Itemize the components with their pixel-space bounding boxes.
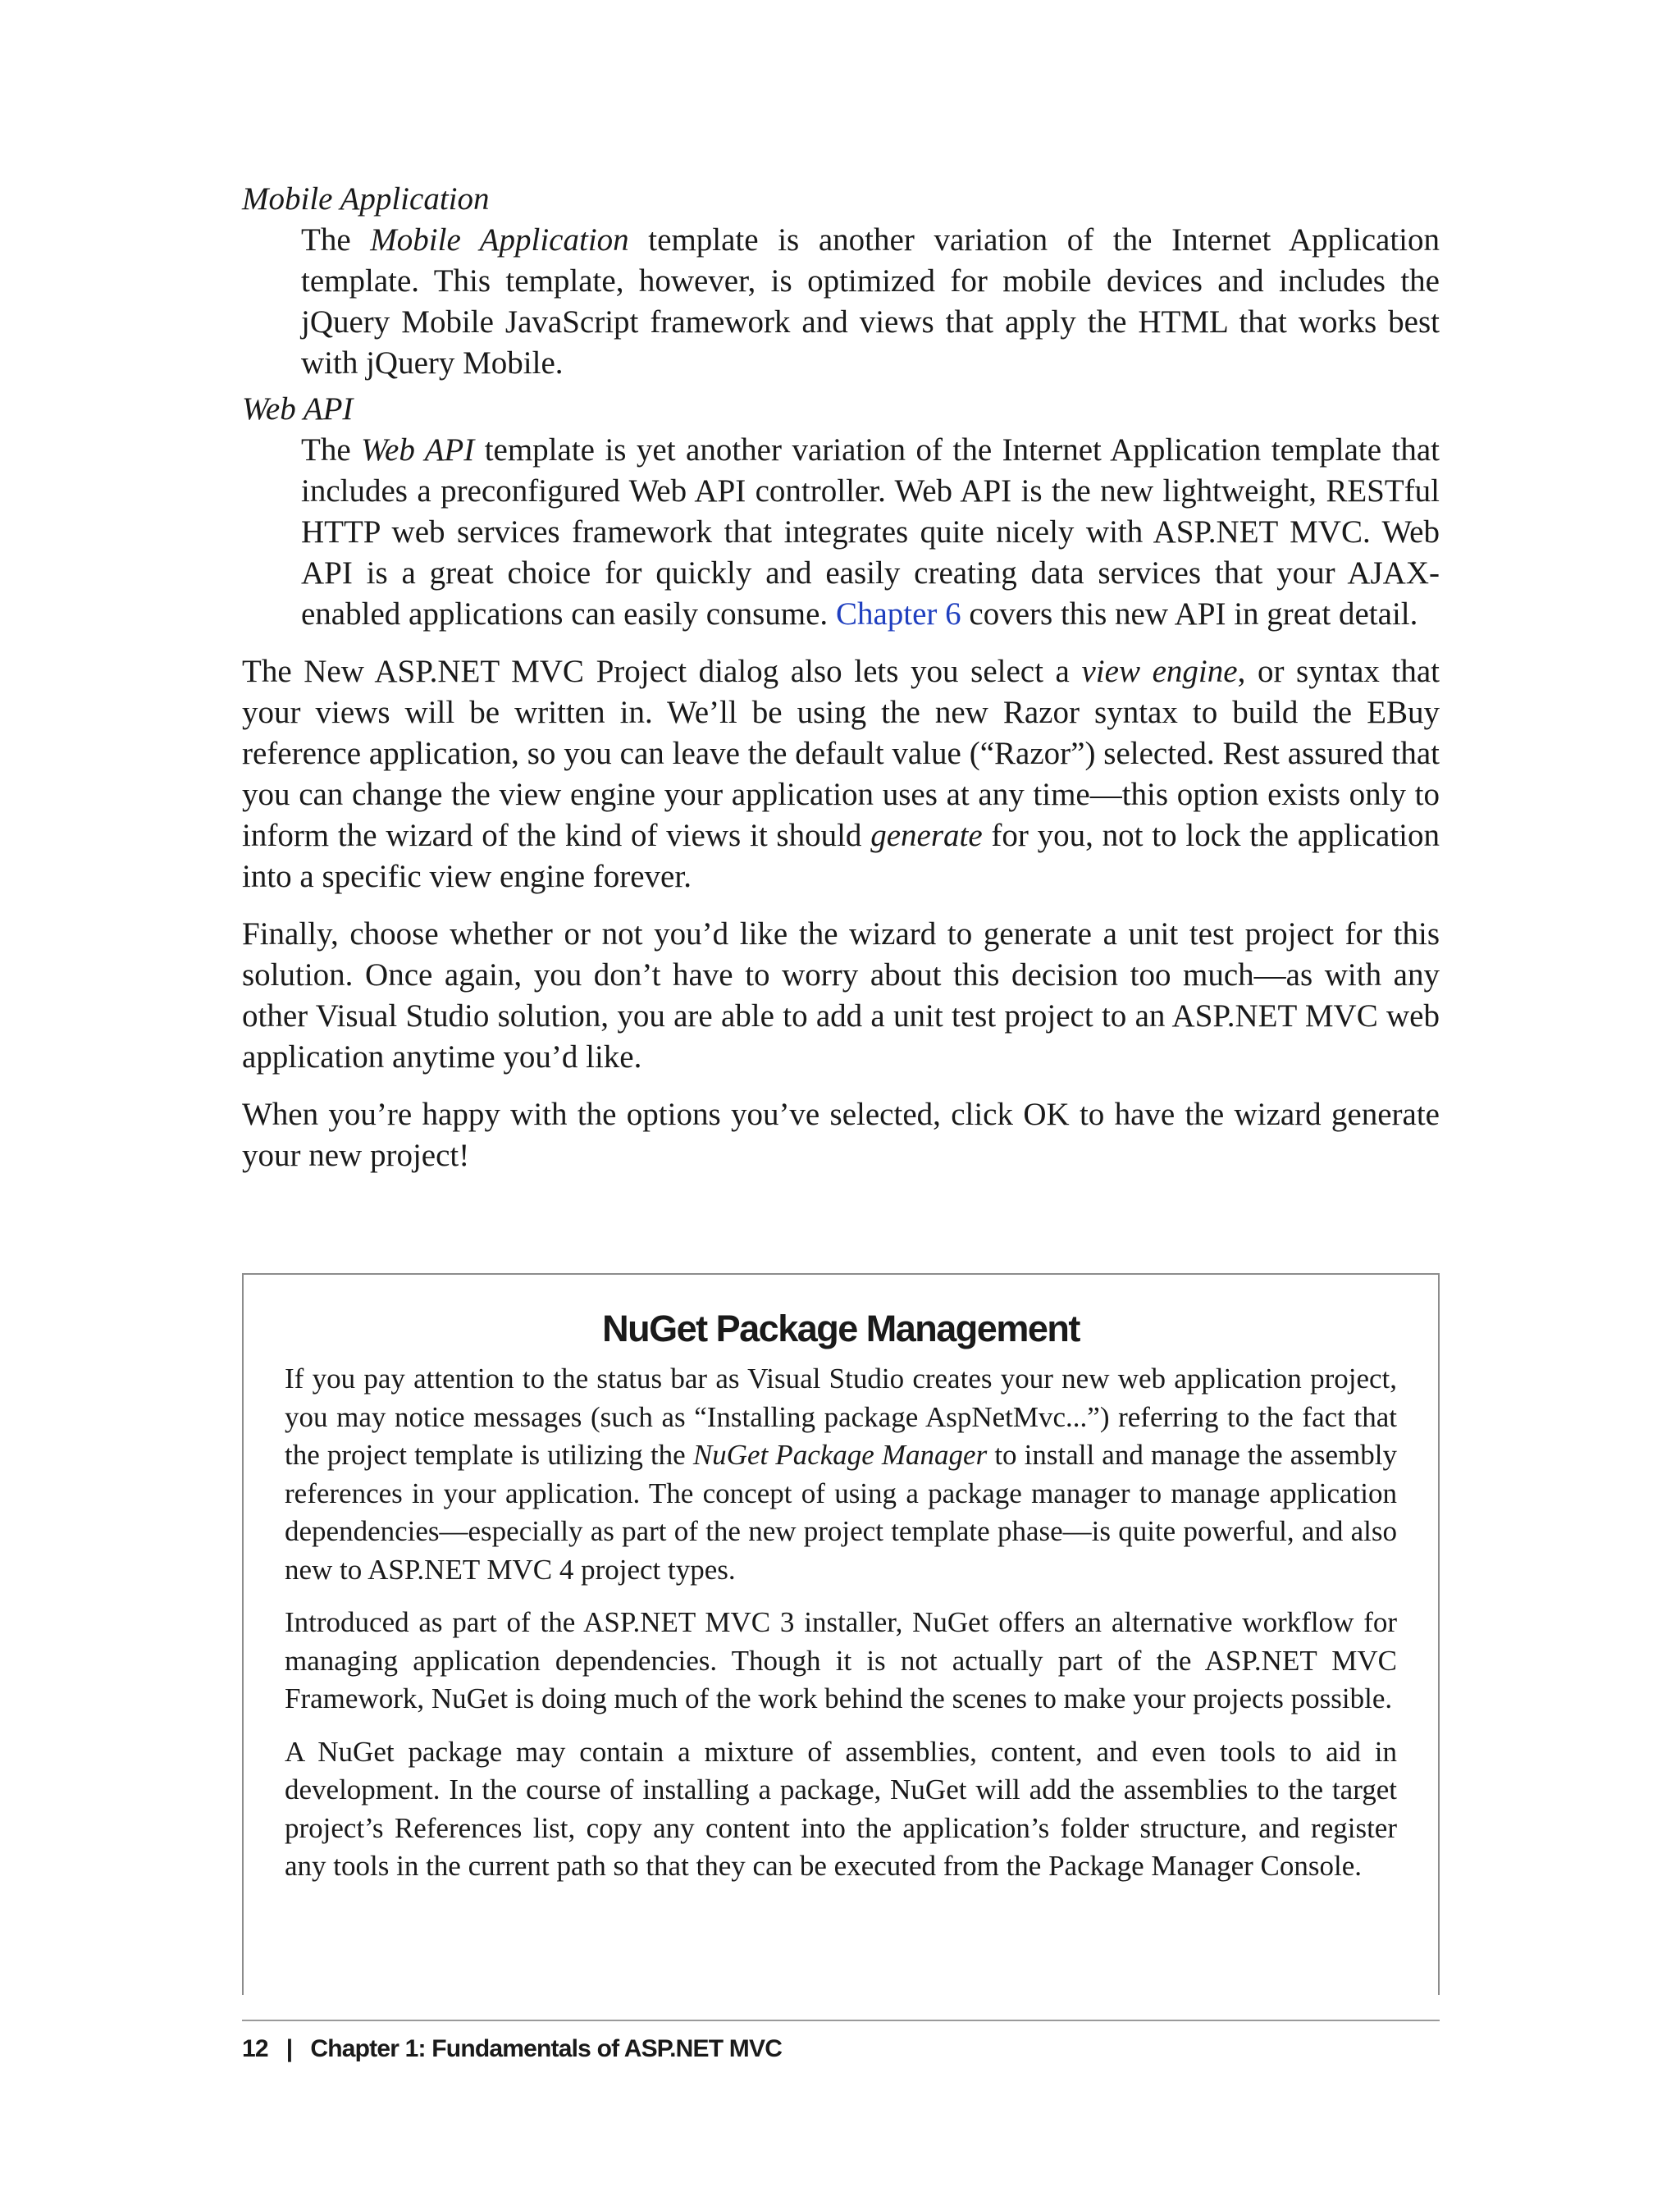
sidebar-paragraph-status-bar: If you pay attention to the status bar as Visual Studio creates your new web application project, you may notice messages (such as “Installing package AspNetMvc...”) referring to the fact that the project template is utilizing the NuGet Package Manager to install and manage the assembly references in your application. The concept of using a package manager to manage application dependencies—especially as part of the new project template phase—is quite powerful, and also new to ASP.NET MVC 4 project types. — [285, 1363, 1397, 1586]
emphasis-generate: generate — [870, 818, 983, 853]
definition-web-api: The Web API template is yet another variation of the Internet Application template that includes a preconfigured Web API controller. Web API is the new lightweight, RESTful HTTP web services framework that integrates quite nicely with ASP.NET MVC. Web API is a great choice for quickly and easily creating data services that your AJAX-enabled applications can easily consume. Chapter 6 covers this new API in great detail. — [301, 432, 1440, 632]
footer-divider — [242, 2020, 1440, 2021]
sidebar-paragraph-package-contents: A NuGet package may contain a mixture of assemblies, content, and even tools to aid in development. In the course of installing a package, NuGet will add the assemblies to the target project’s References list, copy any content into the application’s folder structure, and register any tools in the current path so that they can be executed from the Package Manager Console. — [285, 1735, 1397, 1882]
paragraph-view-engine: The New ASP.NET MVC Project dialog also lets you select a view engine, or syntax that your views will be written in. We’ll be using the new Razor syntax to build the EBuy reference application, so you can leave the default value (“Razor”) selected. Rest assured that you can change the view engine your application uses at any time—this option exists only to inform the wizard of the kind of views it should generate for you, not to lock the application into a specific view engine forever. — [242, 654, 1440, 894]
footer-separator: | — [285, 2035, 293, 2062]
sidebar-body — [244, 1360, 1438, 1886]
term-mobile-application: Mobile Application — [242, 181, 490, 217]
paragraph-unit-test: Finally, choose whether or not you’d like the wizard to generate a unit test project for this solution. Once again, you don’t have to worry about this decision too much—as with any other Visual Studio solution, you are able to add a unit test project to an ASP.NET MVC web application anytime you’d like. — [242, 916, 1440, 1075]
paragraph-generate-project: When you’re happy with the options you’ve selected, click OK to have the wizard generate your new project! — [242, 1097, 1440, 1173]
definition-mobile-application: The Mobile Application template is another variation of the Internet Application template. This template, however, is optimized for mobile devices and includes the jQuery Mobile JavaScript framework and views that apply the HTML that works best with jQuery Mobile. — [301, 222, 1440, 381]
sidebar-title: NuGet Package Management — [602, 1308, 1080, 1349]
emphasis-mobile-application: Mobile Application — [370, 222, 629, 258]
emphasis-view-engine: view engine — [1081, 654, 1238, 689]
page-content — [242, 179, 1440, 1176]
nuget-sidebar — [242, 1273, 1440, 1995]
template-definition-list — [242, 179, 1440, 635]
emphasis-nuget-package-manager: NuGet Package Manager — [692, 1439, 988, 1471]
chapter-title: Chapter 1: Fundamentals of ASP.NET MVC — [310, 2035, 783, 2062]
chapter-6-link[interactable]: Chapter 6 — [835, 596, 961, 632]
sidebar-paragraph-introduced: Introduced as part of the ASP.NET MVC 3 installer, NuGet offers an alternative workflow for managing application dependencies. Though it is not actually part of the ASP.NET MVC Framework, NuGet is doing much of the work behind the scenes to make your projects possible. — [285, 1606, 1397, 1714]
term-web-api: Web API — [242, 391, 354, 427]
emphasis-web-api: Web API — [361, 432, 475, 468]
page-number: 12 — [242, 2035, 268, 2062]
page-footer — [242, 2033, 782, 2066]
